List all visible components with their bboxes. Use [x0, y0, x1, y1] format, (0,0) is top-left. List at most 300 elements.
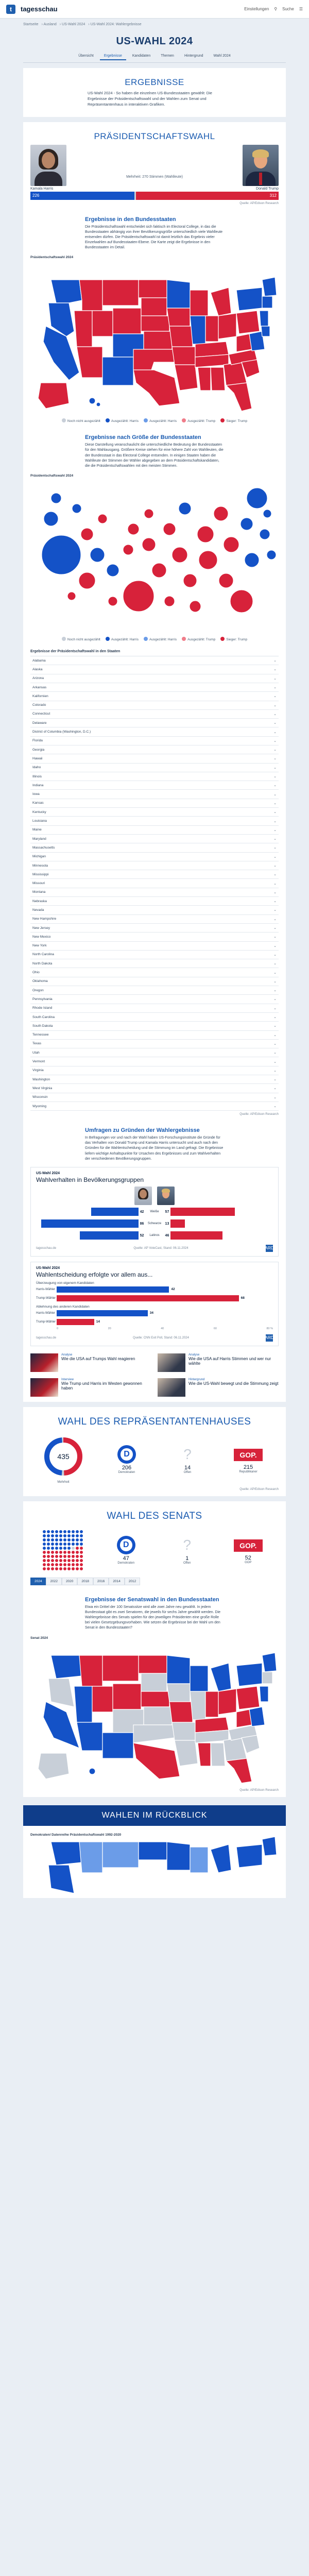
- senate-seat-dot: [80, 1563, 83, 1566]
- state-row[interactable]: [30, 701, 279, 710]
- chevron-down-icon: ⌄: [273, 1006, 277, 1010]
- house-majority-label: Mehrheit: [57, 1480, 70, 1484]
- bar-fill: [57, 1295, 239, 1301]
- breadcrumb-item[interactable]: Startseite: [23, 23, 39, 26]
- senate-seat-dot: [51, 1543, 54, 1546]
- state-name: District of Columbia (Washington, D.C.): [32, 730, 91, 734]
- state-row[interactable]: [30, 915, 279, 924]
- house-open-label: Offen: [183, 1471, 192, 1475]
- senate-seat-dot: [80, 1559, 83, 1562]
- state-bubble: [142, 538, 156, 551]
- state-row[interactable]: [30, 674, 279, 683]
- senate-card: [23, 1501, 286, 1797]
- state-row[interactable]: [30, 1048, 279, 1057]
- state-row[interactable]: [30, 843, 279, 852]
- group-title: Überzeugung von eigenem Kandidaten: [36, 1281, 94, 1285]
- state-row[interactable]: [30, 719, 279, 727]
- state-row[interactable]: [30, 737, 279, 745]
- state-row[interactable]: [30, 1057, 279, 1066]
- chevron-down-icon: ⌄: [273, 837, 277, 841]
- senate-seat-dot: [47, 1534, 50, 1537]
- senate-seat-dot: [63, 1551, 66, 1554]
- senate-seat-dot: [76, 1538, 79, 1541]
- state-row[interactable]: [30, 665, 279, 674]
- senate-seat-dot: [76, 1534, 79, 1537]
- state-row[interactable]: [30, 1022, 279, 1030]
- state-row[interactable]: [30, 727, 279, 736]
- teaser-kicker: Analyse: [188, 1353, 200, 1357]
- state-bubble: [247, 488, 267, 509]
- senate-seat-dot: [67, 1538, 71, 1541]
- state-row[interactable]: [30, 745, 279, 754]
- senate-seat-dot: [55, 1555, 58, 1558]
- poll-footer-source: Quelle: CNN Exit Poll, Stand: 06.11.2024: [133, 1336, 189, 1340]
- senate-seat-dot: [63, 1530, 66, 1533]
- senate-seat-dot: [43, 1547, 46, 1550]
- state-name: Georgia: [32, 748, 45, 752]
- breadcrumb-item[interactable]: Ausland: [43, 23, 57, 26]
- poll-footer-source: Quelle: AP VoteCast, Stand: 06.11.2024: [133, 1246, 188, 1250]
- house-card: [23, 1407, 286, 1496]
- senate-seat-dot: [59, 1559, 62, 1562]
- chevron-down-icon: ⌄: [273, 668, 277, 672]
- harris-mini-photo: [134, 1187, 152, 1205]
- state-row[interactable]: [30, 1093, 279, 1102]
- state-name: Mississippi: [32, 872, 49, 876]
- state-row[interactable]: [30, 870, 279, 879]
- senate-seat-dot: [76, 1555, 79, 1558]
- chevron-down-icon: ⌄: [273, 926, 277, 930]
- chevron-down-icon: ⌄: [273, 873, 277, 877]
- state-name: Michigan: [32, 855, 46, 859]
- tab-results[interactable]: Ergebnisse: [100, 53, 126, 60]
- state-row[interactable]: [30, 951, 279, 959]
- state-bubble: [79, 572, 95, 589]
- teaser-image: [158, 1353, 185, 1372]
- senate-seat-dot: [76, 1547, 79, 1550]
- state-row[interactable]: [30, 835, 279, 843]
- state-bubble: [190, 601, 201, 612]
- surveys-title: Umfragen zu Gründen der Wahlergebnisse: [85, 1127, 200, 1134]
- chevron-down-icon: ⌄: [273, 846, 277, 850]
- state-name: Massachusetts: [32, 845, 55, 850]
- state-row[interactable]: [30, 790, 279, 799]
- senate-seat-dot: [43, 1538, 46, 1541]
- state-bubble: [98, 514, 107, 523]
- chevron-down-icon: ⌄: [273, 1087, 277, 1091]
- bar-value: 14: [96, 1320, 100, 1324]
- senate-seat-dot: [43, 1559, 46, 1562]
- bar-fill: [57, 1319, 94, 1325]
- state-bubble: [183, 574, 197, 587]
- history-label: Demokraten/ Datenreihe Präsidentschaftswahl 1992-2020: [30, 1833, 122, 1837]
- legend-item: Ausgezählt: Harris: [144, 637, 177, 641]
- senate-seat-dot: [67, 1530, 71, 1533]
- trump-value: 13: [165, 1222, 169, 1226]
- electoral-votes-bar: [30, 192, 279, 200]
- state-name: Pennsylvania: [32, 997, 53, 1001]
- chevron-down-icon: ⌄: [273, 1105, 277, 1109]
- senate-seat-dot: [55, 1534, 58, 1537]
- senate-map[interactable]: [30, 1640, 279, 1784]
- tab-topics[interactable]: Themen: [161, 54, 174, 58]
- chevron-down-icon: ⌄: [273, 917, 277, 921]
- state-row[interactable]: [30, 986, 279, 995]
- senate-seat-dot: [72, 1559, 75, 1562]
- tagesschau-logo-icon[interactable]: t: [6, 5, 15, 14]
- state-name: Nebraska: [32, 899, 47, 903]
- menu-icon[interactable]: ☰: [299, 7, 303, 11]
- settings-link[interactable]: Einstellungen: [244, 7, 269, 11]
- chevron-down-icon: ⌄: [273, 810, 277, 815]
- senate-seat-dot: [72, 1563, 75, 1566]
- senate-seat-dot: [43, 1534, 46, 1537]
- state-name: Kalifornien: [32, 694, 48, 698]
- senate-seat-dot: [76, 1543, 79, 1546]
- state-name: Oklahoma: [32, 979, 48, 984]
- state-bubble: [219, 573, 233, 588]
- state-row[interactable]: [30, 995, 279, 1004]
- senate-seat-dot: [72, 1555, 75, 1558]
- chevron-down-icon: ⌄: [273, 944, 277, 948]
- chevron-down-icon: ⌄: [273, 855, 277, 859]
- state-name: Arizona: [32, 676, 44, 681]
- harris-photo: [30, 145, 66, 186]
- year-tab[interactable]: 2024: [30, 1578, 46, 1585]
- senate-seat-dot: [80, 1530, 83, 1533]
- state-row[interactable]: [30, 754, 279, 763]
- state-row[interactable]: [30, 808, 279, 817]
- history-map[interactable]: [30, 1837, 279, 1898]
- democrats-logo-icon: D: [117, 1536, 135, 1554]
- us-results-map[interactable]: [30, 259, 279, 414]
- chevron-down-icon: ⌄: [273, 792, 277, 796]
- map-label: Präsidentschaftswahl 2024: [30, 256, 74, 260]
- trump-bar: [170, 1231, 222, 1240]
- tab-overview[interactable]: Übersicht: [78, 54, 94, 58]
- chevron-down-icon: ⌄: [273, 1069, 277, 1073]
- senate-seat-dot: [51, 1551, 54, 1554]
- state-name: West Virginia: [32, 1086, 53, 1090]
- state-row[interactable]: [30, 1013, 279, 1022]
- senate-seat-dot: [55, 1551, 58, 1554]
- state-row[interactable]: [30, 1084, 279, 1093]
- source-note: Quelle: AP/Edison Research: [239, 1487, 279, 1491]
- state-name: Idaho: [32, 766, 41, 770]
- breadcrumb-item: US-Wahl 2024: Wahlergebnisse: [90, 23, 142, 26]
- senate-seat-dot: [55, 1563, 58, 1566]
- bar-label: Harris-Wähler: [36, 1311, 56, 1315]
- breadcrumb-item[interactable]: US-Wahl 2024: [62, 23, 85, 26]
- search-icon[interactable]: ⚲: [274, 7, 278, 11]
- poll-bar-row: [36, 1231, 273, 1241]
- presidential-title: PRÄSIDENTSCHAFTSWAHL: [94, 131, 215, 141]
- state-row[interactable]: [30, 879, 279, 888]
- state-row[interactable]: [30, 942, 279, 951]
- house-rep-count: 215: [243, 1464, 253, 1471]
- trump-mini-photo: [157, 1187, 175, 1205]
- chevron-down-icon: ⌄: [273, 775, 277, 779]
- senate-seat-dot: [51, 1567, 54, 1570]
- senate-seat-dot: [80, 1538, 83, 1541]
- senate-seat-dot: [55, 1547, 58, 1550]
- state-row[interactable]: [30, 897, 279, 906]
- group-label: Schwarze: [147, 1222, 162, 1226]
- state-row[interactable]: [30, 861, 279, 870]
- state-row[interactable]: [30, 853, 279, 861]
- state-name: Ohio: [32, 971, 40, 975]
- state-row[interactable]: [30, 1004, 279, 1013]
- chevron-down-icon: ⌄: [273, 1024, 277, 1028]
- chevron-down-icon: ⌄: [273, 935, 277, 939]
- year-tab[interactable]: 2014: [109, 1578, 124, 1585]
- state-row[interactable]: [30, 692, 279, 701]
- senate-seat-dot: [47, 1538, 50, 1541]
- senate-seat-dot: [47, 1563, 50, 1566]
- senate-seat-dot: [67, 1551, 71, 1554]
- chevron-down-icon: ⌄: [273, 1060, 277, 1064]
- senate-rep-count: 52: [245, 1554, 251, 1561]
- state-row[interactable]: [30, 1102, 279, 1111]
- bar-fill: [57, 1286, 169, 1293]
- state-name: Virginia: [32, 1069, 44, 1073]
- harris-value: 52: [140, 1233, 144, 1238]
- teaser-title[interactable]: Wie Trump und Harris im Westen gewonnen haben: [61, 1381, 142, 1391]
- state-name: Missouri: [32, 882, 45, 886]
- surveys-text: In Befragungen vor und nach der Wahl haben US-Forschungsinstitute die Gründe für das Verhalten von Donald Trump und Kamala Harris untersucht und auch nach den Gründen für die Wahlentscheidung und die Stimmung im Land gefragt. Die Ergebnisse liefern wichtige Anhaltspunkte für Ursachen des Ergebnisses und zum Wahlverhalten der verschiedenen Bevölkerungsgruppen.: [85, 1136, 224, 1161]
- chevron-down-icon: ⌄: [273, 766, 277, 770]
- senate-seat-dot: [72, 1547, 75, 1550]
- state-row[interactable]: [30, 710, 279, 719]
- poll-kicker: US-Wahl 2024: [36, 1171, 60, 1175]
- chevron-down-icon: ⌄: [273, 739, 277, 743]
- gop-logo-icon: GOP.: [234, 1539, 263, 1552]
- trump-bar: [170, 1208, 235, 1216]
- legend-item: Ausgezählt: Harris: [106, 418, 139, 423]
- chevron-down-icon: ⌄: [273, 979, 277, 984]
- senate-seat-dot: [59, 1555, 62, 1558]
- state-bubble: [67, 592, 76, 600]
- teaser-title[interactable]: Wie die USA auf Harris Stimmen und wer nur wählte: [188, 1356, 271, 1366]
- state-name: New Jersey: [32, 926, 50, 930]
- senate-seat-dot: [76, 1559, 79, 1562]
- state-name: Kentucky: [32, 810, 46, 814]
- gop-logo-icon: GOP.: [234, 1449, 263, 1461]
- teaser-card[interactable]: [30, 1378, 151, 1397]
- site-logo-text[interactable]: tagesschau: [21, 5, 58, 13]
- bubble-chart[interactable]: [30, 478, 279, 632]
- state-bubble: [81, 528, 93, 540]
- senate-seat-dot: [59, 1551, 62, 1554]
- state-row[interactable]: [30, 799, 279, 808]
- trump-photo: [243, 145, 279, 186]
- legend-item: Ausgezählt: Harris: [144, 418, 177, 423]
- chevron-down-icon: ⌄: [273, 694, 277, 699]
- state-bubble: [107, 564, 119, 577]
- harris-bar: [41, 1219, 139, 1228]
- state-bubble: [179, 502, 191, 515]
- section-tabs: [23, 53, 286, 63]
- state-name: Alaska: [32, 667, 43, 671]
- state-row[interactable]: [30, 1075, 279, 1084]
- teaser-card[interactable]: [30, 1353, 151, 1372]
- senate-seat-dot: [72, 1538, 75, 1541]
- poll-bar-group: [36, 1281, 273, 1302]
- teaser-title[interactable]: Wie die USA auf Trumps Wahl reagieren: [61, 1356, 135, 1361]
- state-row[interactable]: [30, 1066, 279, 1075]
- senate-seat-dot: [47, 1530, 50, 1533]
- state-row[interactable]: [30, 933, 279, 941]
- state-row[interactable]: [30, 656, 279, 665]
- state-bubble: [172, 547, 187, 563]
- state-row[interactable]: [30, 977, 279, 986]
- source-note: Quelle: AP/Edison Research: [239, 1788, 279, 1792]
- teaser-card[interactable]: [158, 1353, 279, 1372]
- state-name: Connecticut: [32, 712, 50, 716]
- legend-item: Ausgezählt: Trump: [182, 418, 215, 423]
- state-bubble: [152, 563, 166, 578]
- state-row[interactable]: [30, 764, 279, 772]
- bar-value: 42: [171, 1287, 175, 1292]
- senate-seat-dot: [72, 1543, 75, 1546]
- trump-value: 46: [165, 1233, 169, 1238]
- poll-motivation-card: [30, 1262, 279, 1346]
- state-name: Alabama: [32, 658, 46, 663]
- legend-item: Ausgezählt: Trump: [182, 637, 215, 641]
- bar-label: Trump-Wähler: [36, 1320, 56, 1324]
- year-tab[interactable]: 2018: [77, 1578, 93, 1585]
- trump-ev-segment: 312: [136, 192, 279, 200]
- senate-seat-dot: [47, 1559, 50, 1562]
- tab-candidates[interactable]: Kandidaten: [132, 54, 151, 58]
- chevron-down-icon: ⌄: [273, 721, 277, 725]
- harris-value: 86: [140, 1222, 144, 1226]
- state-row[interactable]: [30, 1040, 279, 1048]
- legend-item: Sieger: Trump: [220, 637, 247, 641]
- tab-background[interactable]: Hintergrund: [184, 54, 203, 58]
- year-tab[interactable]: 2020: [62, 1578, 77, 1585]
- senate-seat-dot: [76, 1563, 79, 1566]
- tab-election[interactable]: Wahl 2024: [213, 54, 231, 58]
- poll-axis: 0 20 40 60 80 %: [57, 1327, 273, 1330]
- chevron-down-icon: ⌄: [273, 1095, 277, 1099]
- teaser-title[interactable]: Wie die US-Wahl bewegt und die Stimmung zeigt: [188, 1381, 279, 1386]
- chevron-down-icon: ⌄: [273, 953, 277, 957]
- state-name: North Dakota: [32, 961, 53, 965]
- chevron-down-icon: ⌄: [273, 882, 277, 886]
- chevron-down-icon: ⌄: [273, 712, 277, 716]
- chevron-down-icon: ⌄: [273, 1042, 277, 1046]
- senate-seat-dot: [59, 1563, 62, 1566]
- senate-seat-dot: [76, 1567, 79, 1570]
- state-row[interactable]: [30, 781, 279, 790]
- results-intro-card: [23, 68, 286, 117]
- bubble-legend: [30, 637, 279, 641]
- senate-seat-dot: [63, 1559, 66, 1562]
- state-name: Tennessee: [32, 1033, 49, 1037]
- state-bubble: [128, 523, 139, 535]
- state-bubble: [241, 518, 253, 530]
- chevron-down-icon: ⌄: [273, 908, 277, 912]
- year-tab[interactable]: 2022: [46, 1578, 61, 1585]
- senate-seat-dot: [80, 1547, 83, 1550]
- teaser-card[interactable]: [158, 1378, 279, 1397]
- senate-seat-dot: [67, 1559, 71, 1562]
- senate-seat-dot: [59, 1538, 62, 1541]
- year-tab[interactable]: 2016: [93, 1578, 109, 1585]
- senate-seat-dot: [76, 1530, 79, 1533]
- state-name: Hawaii: [32, 756, 43, 760]
- harris-ev-segment: 226: [30, 192, 134, 200]
- state-name: Oregon: [32, 988, 44, 992]
- search-link[interactable]: Suche: [282, 7, 294, 11]
- state-row[interactable]: [30, 772, 279, 781]
- senate-seat-dot: [47, 1567, 50, 1570]
- state-row[interactable]: [30, 817, 279, 825]
- state-row[interactable]: [30, 826, 279, 835]
- state-name: North Carolina: [32, 953, 54, 957]
- state-name: Arkansas: [32, 685, 47, 689]
- state-row[interactable]: [30, 683, 279, 692]
- senate-seat-dot: [80, 1567, 83, 1570]
- chevron-down-icon: ⌄: [273, 801, 277, 805]
- state-row[interactable]: [30, 888, 279, 897]
- state-row[interactable]: [30, 906, 279, 914]
- year-tab[interactable]: 2012: [125, 1578, 140, 1585]
- state-row[interactable]: [30, 924, 279, 933]
- state-name: South Carolina: [32, 1015, 55, 1019]
- house-total: 435: [57, 1452, 70, 1461]
- map-legend: [30, 418, 279, 423]
- state-name: Wyoming: [32, 1104, 47, 1108]
- house-dem-label: Demokraten: [118, 1471, 135, 1475]
- poll-bar-row: [36, 1219, 273, 1229]
- senate-open-label: Offen: [183, 1561, 191, 1565]
- senate-seat-dot: [55, 1567, 58, 1570]
- map-section-title: Ergebnisse in den Bundesstaaten: [85, 216, 176, 223]
- results-title: ERGEBNISSE: [125, 77, 184, 87]
- state-row[interactable]: [30, 1031, 279, 1040]
- chevron-down-icon: ⌄: [273, 659, 277, 663]
- chevron-down-icon: ⌄: [273, 890, 277, 894]
- chevron-down-icon: ⌄: [273, 757, 277, 761]
- state-results-list: [30, 650, 279, 1111]
- legend-item: Noch nicht ausgezählt: [62, 418, 100, 423]
- senate-seat-dot: [43, 1543, 46, 1546]
- bar-fill: [57, 1310, 148, 1316]
- democrats-logo-icon: D: [117, 1445, 136, 1464]
- harris-name: Kamala Harris: [30, 187, 54, 191]
- senate-rep-label: GOP: [245, 1561, 252, 1564]
- senate-seat-grid: [43, 1530, 83, 1570]
- state-bubble: [163, 523, 176, 535]
- state-bubble: [245, 553, 259, 567]
- chevron-down-icon: ⌄: [273, 676, 277, 681]
- poll-bar-row: [36, 1207, 273, 1217]
- ard-logo: ARD: [266, 1245, 273, 1252]
- state-row[interactable]: [30, 968, 279, 977]
- state-row[interactable]: [30, 959, 279, 968]
- senate-map-title: Ergebnisse der Senatswahl in den Bundesstaaten: [85, 1596, 219, 1603]
- bubble-label: Präsidentschaftswahl 2024: [30, 474, 74, 478]
- senate-seat-dot: [47, 1543, 50, 1546]
- senate-seat-dot: [43, 1555, 46, 1558]
- state-name: South Dakota: [32, 1024, 53, 1028]
- poll-bar-row: [36, 1318, 273, 1326]
- senate-seat-dot: [72, 1530, 75, 1533]
- chevron-down-icon: ⌄: [273, 703, 277, 707]
- poll-bar-row: [36, 1310, 273, 1317]
